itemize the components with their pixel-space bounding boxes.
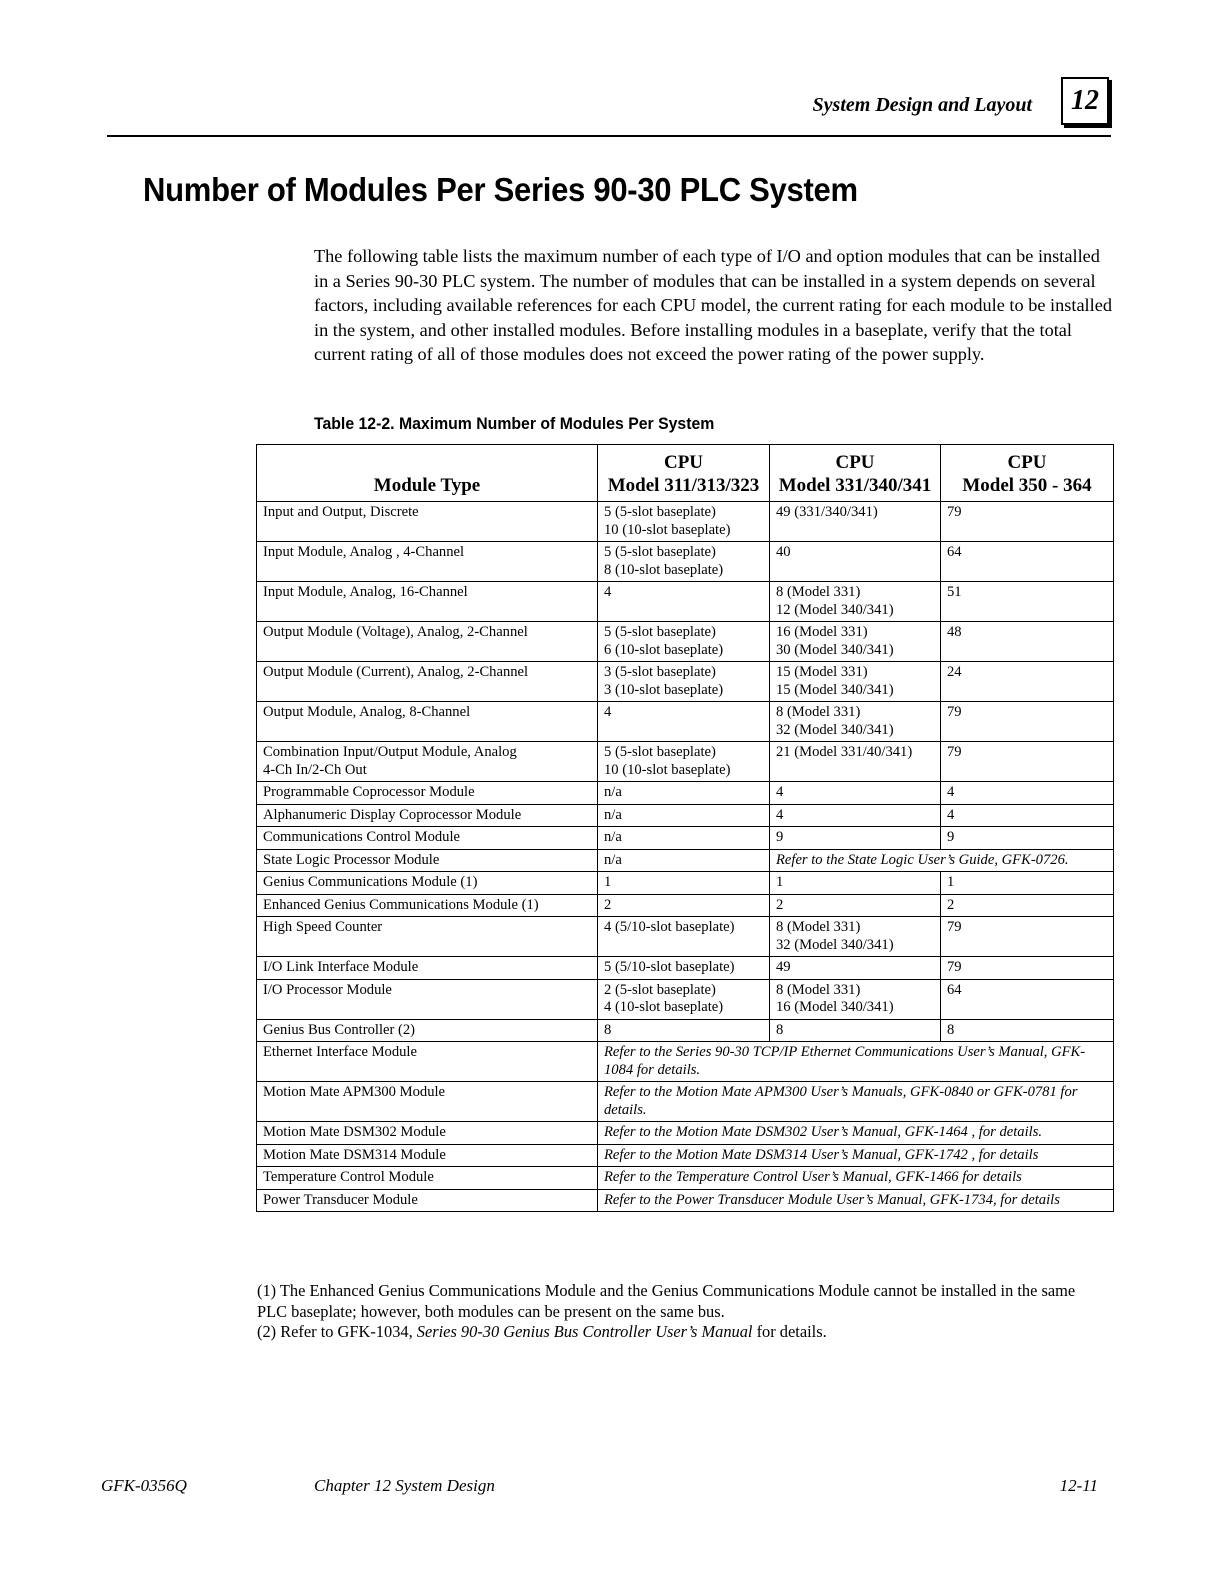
cell-cpu-331: 8 (Model 331) 32 (Model 340/341): [770, 702, 941, 742]
table-row: [257, 1042, 1114, 1082]
cell-cpu-311: n/a: [598, 782, 770, 805]
cell-cpu-331: 4: [770, 782, 941, 805]
cell-cpu-311: n/a: [598, 804, 770, 827]
header-cpu-311: CPU Model 311/313/323: [598, 445, 770, 502]
cell-module-type: Output Module (Voltage), Analog, 2-Channel: [257, 622, 598, 662]
cell-cpu-311: 4 (5/10-slot baseplate): [598, 917, 770, 957]
cell-reference-note: Refer to the Motion Mate DSM302 User’s Manual, GFK-1464 , for details.: [598, 1122, 1114, 1145]
table-row: [257, 1082, 1114, 1122]
cell-module-type: Output Module (Current), Analog, 2-Channel: [257, 662, 598, 702]
intro-paragraph: The following table lists the maximum number of each type of I/O and option modules that can be installed in a Series 90-30 PLC system. The number of modules that can be installed in a system depends on several factors, including available references for each CPU model, the current rating for each module to be installed in the system, and other installed modules. Before installing modules in a baseplate, verify that the total current rating of all of those modules does not exceed the power rating of the power supply.: [314, 246, 1112, 365]
table-row: [257, 542, 1114, 582]
cell-cpu-311: 3 (5-slot baseplate) 3 (10-slot baseplate): [598, 662, 770, 702]
cell-module-type: Power Transducer Module: [257, 1189, 598, 1212]
cell-module-type: Genius Communications Module (1): [257, 872, 598, 895]
cell-cpu-311: 4: [598, 582, 770, 622]
table-row: [257, 827, 1114, 850]
table-row: [257, 1019, 1114, 1042]
table-row: [257, 582, 1114, 622]
footnote-2-suffix: for details.: [752, 1322, 827, 1341]
footer-chapter: Chapter 12 System Design: [314, 1476, 495, 1495]
cell-cpu-350: 9: [941, 827, 1114, 850]
cell-cpu-331: 15 (Model 331) 15 (Model 340/341): [770, 662, 941, 702]
table-row: [257, 1144, 1114, 1167]
footnote-2: [257, 1322, 1107, 1343]
cell-cpu-350: 4: [941, 804, 1114, 827]
cell-cpu-350: 79: [941, 957, 1114, 980]
cell-cpu-331: 9: [770, 827, 941, 850]
cell-cpu-350: 64: [941, 979, 1114, 1019]
cell-cpu-331: 49: [770, 957, 941, 980]
chapter-number-tab: 12: [1061, 77, 1109, 125]
cell-module-type: Enhanced Genius Communications Module (1): [257, 894, 598, 917]
footer-doc-number: GFK-0356Q: [101, 1476, 187, 1495]
header-module-type: Module Type: [257, 445, 598, 502]
footnote-2-manual-title: Series 90-30 Genius Bus Controller User’s Manual: [416, 1322, 753, 1341]
cell-cpu-311: 5 (5/10-slot baseplate): [598, 957, 770, 980]
cell-cpu-331: 8: [770, 1019, 941, 1042]
cell-module-type: Input Module, Analog , 4-Channel: [257, 542, 598, 582]
table-row: [257, 894, 1114, 917]
cell-cpu-311: 8: [598, 1019, 770, 1042]
header-cpu-350: CPU Model 350 - 364: [941, 445, 1114, 502]
cell-cpu-350: 8: [941, 1019, 1114, 1042]
cell-module-type: Motion Mate DSM302 Module: [257, 1122, 598, 1145]
cell-cpu-350: 79: [941, 742, 1114, 782]
cell-reference-note: Refer to the Motion Mate DSM314 User’s Manual, GFK-1742 , for details: [598, 1144, 1114, 1167]
cell-reference-note: Refer to the State Logic User’s Guide, GFK-0726.: [770, 849, 1114, 872]
cell-module-type: Alphanumeric Display Coprocessor Module: [257, 804, 598, 827]
cell-module-type: Motion Mate DSM314 Module: [257, 1144, 598, 1167]
cell-module-type: Combination Input/Output Module, Analog 4-Ch In/2-Ch Out: [257, 742, 598, 782]
table-row: [257, 849, 1114, 872]
table-row: [257, 662, 1114, 702]
table-row: [257, 622, 1114, 662]
cell-cpu-331: 8 (Model 331) 12 (Model 340/341): [770, 582, 941, 622]
cell-cpu-331: 2: [770, 894, 941, 917]
cell-module-type: Output Module, Analog, 8-Channel: [257, 702, 598, 742]
cell-module-type: Communications Control Module: [257, 827, 598, 850]
table-row: [257, 872, 1114, 895]
table-row: [257, 702, 1114, 742]
cell-cpu-350: 79: [941, 702, 1114, 742]
table-caption: Table 12-2. Maximum Number of Modules Per System: [314, 414, 715, 433]
table-row: [257, 1122, 1114, 1145]
cell-module-type: I/O Processor Module: [257, 979, 598, 1019]
cell-cpu-350: 79: [941, 502, 1114, 542]
cell-cpu-331: 21 (Model 331/40/341): [770, 742, 941, 782]
cell-module-type: I/O Link Interface Module: [257, 957, 598, 980]
table-row: [257, 917, 1114, 957]
cell-cpu-331: 1: [770, 872, 941, 895]
table-header-row: [257, 445, 1114, 502]
footnote-1: (1) The Enhanced Genius Communications Module and the Genius Communications Module cannot be installed in the same PLC baseplate; however, both modules can be present on the same bus.: [257, 1281, 1076, 1321]
cell-cpu-311: n/a: [598, 849, 770, 872]
cell-cpu-311: 5 (5-slot baseplate) 10 (10-slot baseplate): [598, 742, 770, 782]
cell-cpu-331: 8 (Model 331) 32 (Model 340/341): [770, 917, 941, 957]
footnote-2-prefix: (2) Refer to GFK-1034,: [257, 1322, 417, 1341]
table-row: [257, 502, 1114, 542]
cell-cpu-311: 5 (5-slot baseplate) 10 (10-slot baseplate): [598, 502, 770, 542]
table-row: [257, 957, 1114, 980]
cell-reference-note: Refer to the Motion Mate APM300 User’s Manuals, GFK-0840 or GFK-0781 for details.: [598, 1082, 1114, 1122]
table-row: [257, 782, 1114, 805]
cell-reference-note: Refer to the Temperature Control User’s Manual, GFK-1466 for details: [598, 1167, 1114, 1190]
cell-module-type: Input Module, Analog, 16-Channel: [257, 582, 598, 622]
modules-table: [256, 444, 1114, 1212]
cell-module-type: State Logic Processor Module: [257, 849, 598, 872]
cell-cpu-350: 24: [941, 662, 1114, 702]
cell-module-type: Motion Mate APM300 Module: [257, 1082, 598, 1122]
cell-module-type: Ethernet Interface Module: [257, 1042, 598, 1082]
cell-cpu-331: 16 (Model 331) 30 (Model 340/341): [770, 622, 941, 662]
cell-cpu-350: 64: [941, 542, 1114, 582]
table-row: [257, 804, 1114, 827]
header-cpu-331: CPU Model 331/340/341: [770, 445, 941, 502]
cell-cpu-311: 4: [598, 702, 770, 742]
cell-cpu-311: 1: [598, 872, 770, 895]
table-row: [257, 979, 1114, 1019]
header-rule: [107, 135, 1111, 137]
running-header-title: System Design and Layout: [812, 94, 1032, 116]
cell-module-type: Genius Bus Controller (2): [257, 1019, 598, 1042]
cell-reference-note: Refer to the Power Transducer Module User’s Manual, GFK-1734, for details: [598, 1189, 1114, 1212]
cell-cpu-331: 8 (Model 331) 16 (Model 340/341): [770, 979, 941, 1019]
cell-cpu-311: n/a: [598, 827, 770, 850]
cell-cpu-350: 79: [941, 917, 1114, 957]
cell-module-type: Programmable Coprocessor Module: [257, 782, 598, 805]
cell-cpu-331: 4: [770, 804, 941, 827]
cell-cpu-331: 49 (331/340/341): [770, 502, 941, 542]
table-row: [257, 1189, 1114, 1212]
cell-cpu-350: 4: [941, 782, 1114, 805]
cell-cpu-350: 1: [941, 872, 1114, 895]
table-footnotes: [257, 1281, 1107, 1343]
cell-cpu-311: 2 (5-slot baseplate) 4 (10-slot baseplate): [598, 979, 770, 1019]
footer-page-number: 12-11: [1059, 1476, 1098, 1495]
table-row: [257, 742, 1114, 782]
cell-cpu-311: 5 (5-slot baseplate) 6 (10-slot baseplate): [598, 622, 770, 662]
cell-module-type: Input and Output, Discrete: [257, 502, 598, 542]
table-row: [257, 1167, 1114, 1190]
cell-cpu-311: 5 (5-slot baseplate) 8 (10-slot baseplate): [598, 542, 770, 582]
cell-module-type: Temperature Control Module: [257, 1167, 598, 1190]
page-title: Number of Modules Per Series 90-30 PLC System: [143, 171, 858, 208]
cell-cpu-311: 2: [598, 894, 770, 917]
cell-cpu-350: 51: [941, 582, 1114, 622]
cell-reference-note: Refer to the Series 90-30 TCP/IP Ethernet Communications User’s Manual, GFK-1084 for details.: [598, 1042, 1114, 1082]
cell-module-type: High Speed Counter: [257, 917, 598, 957]
cell-cpu-350: 2: [941, 894, 1114, 917]
cell-cpu-350: 48: [941, 622, 1114, 662]
cell-cpu-331: 40: [770, 542, 941, 582]
